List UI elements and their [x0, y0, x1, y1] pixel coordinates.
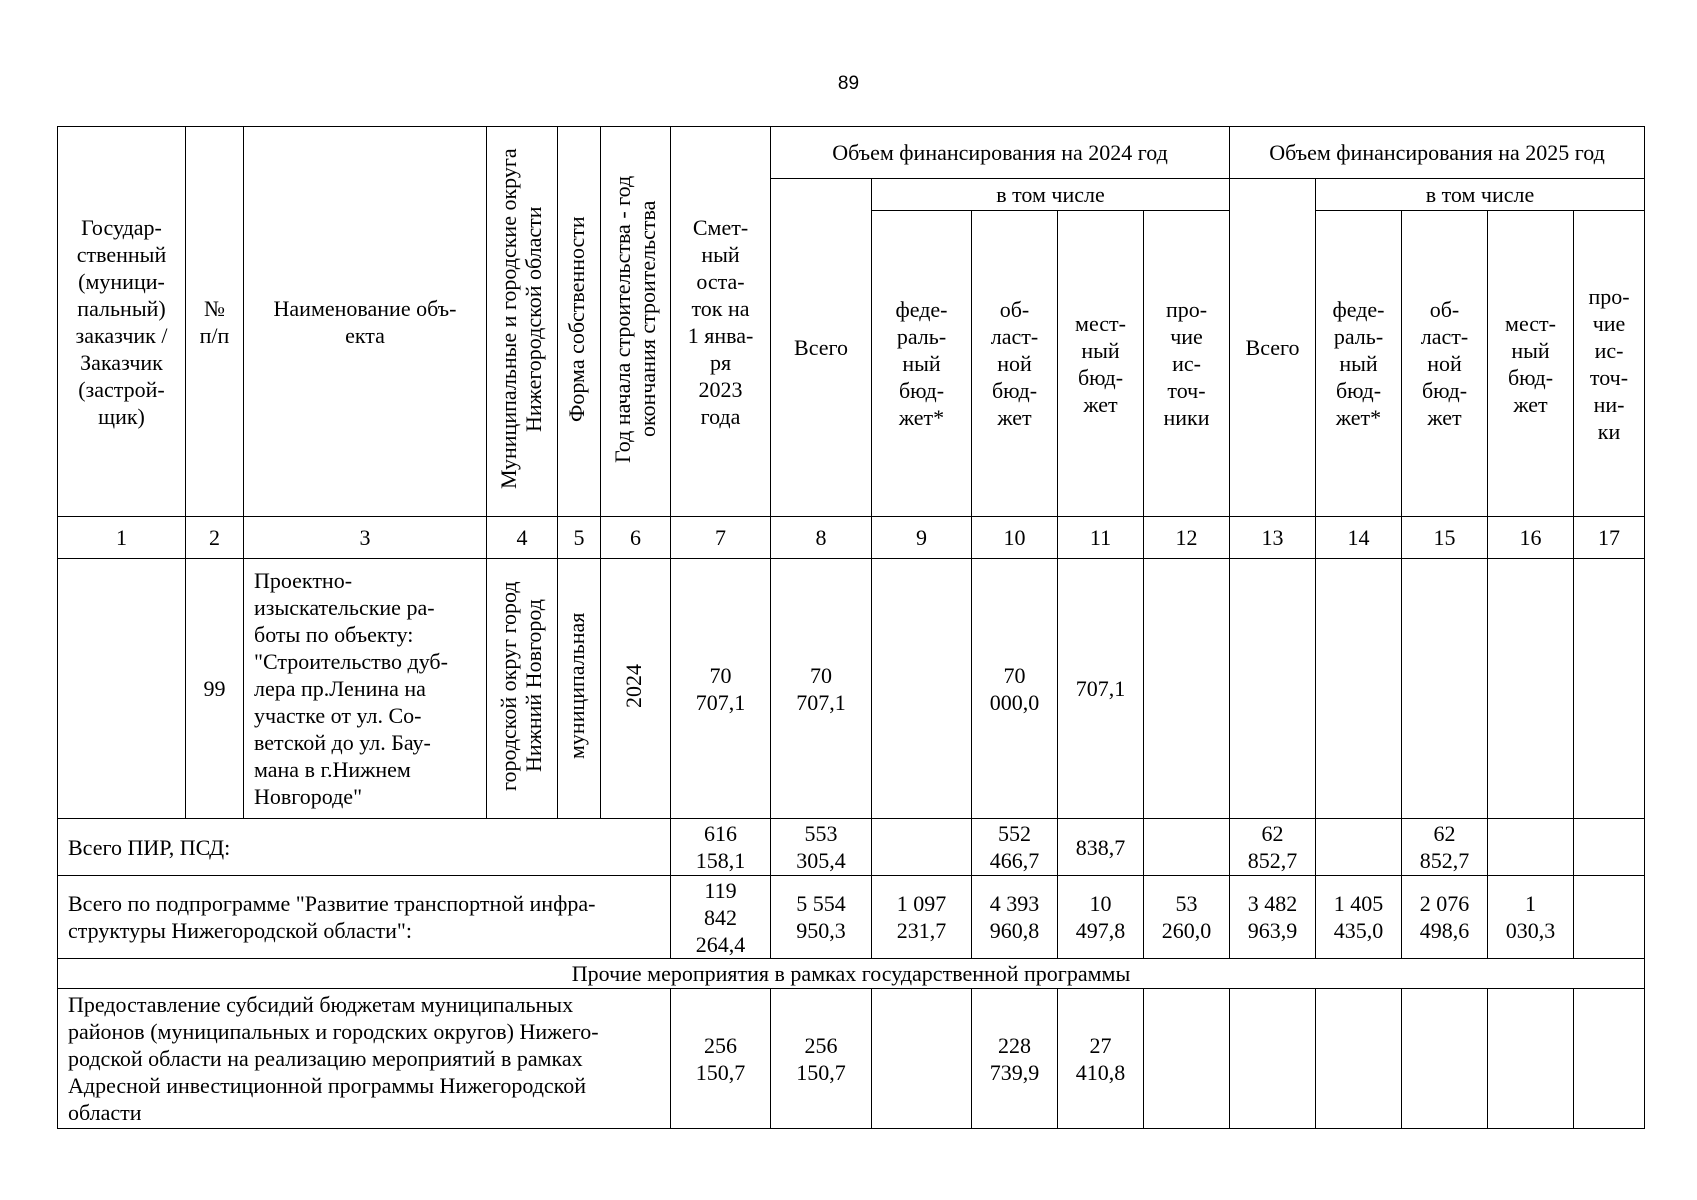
column-number: 13	[1230, 517, 1316, 559]
header-number: № п/п	[186, 127, 244, 517]
column-number: 17	[1574, 517, 1645, 559]
column-number: 7	[671, 517, 771, 559]
header-mest-2024: мест- ный бюд- жет	[1058, 211, 1144, 517]
row99-ownership-text: муниципальная	[564, 612, 589, 759]
header-years-text: Год начала строительства - год окончания строительства	[609, 174, 660, 463]
row99-fed-2025	[1316, 559, 1402, 819]
row99-number: 99	[186, 559, 244, 819]
table-row	[58, 819, 1645, 876]
column-number: 11	[1058, 517, 1144, 559]
table-row	[58, 876, 1645, 959]
subsidy-obl-2024: 228 739,9	[972, 989, 1058, 1129]
row99-fed-2024	[872, 559, 972, 819]
subsidy-proch-2024	[1144, 989, 1230, 1129]
total-sub-fed-2025: 1 405 435,0	[1316, 876, 1402, 959]
subsidy-total-2025	[1230, 989, 1316, 1129]
header-incl-2024: в том числе	[872, 179, 1230, 211]
header-object-name: Наименование объ- екта	[244, 127, 487, 517]
column-number: 5	[558, 517, 601, 559]
subsidy-total-2024: 256 150,7	[771, 989, 872, 1129]
header-okrug	[487, 127, 558, 517]
subsidy-mest-2025	[1488, 989, 1574, 1129]
header-ownership	[558, 127, 601, 517]
section-row	[58, 959, 1645, 989]
total-pir-obl-2025: 62 852,7	[1402, 819, 1488, 876]
row99-total-2024: 70 707,1	[771, 559, 872, 819]
header-total-2024: Всего	[771, 179, 872, 517]
column-number: 14	[1316, 517, 1402, 559]
total-pir-proch-2024	[1144, 819, 1230, 876]
column-number: 16	[1488, 517, 1574, 559]
total-pir-obl-2024: 552 466,7	[972, 819, 1058, 876]
total-sub-mest-2024: 10 497,8	[1058, 876, 1144, 959]
header-obl-2024: об- ласт- ной бюд- жет	[972, 211, 1058, 517]
row99-ownership	[558, 559, 601, 819]
total-pir-proch-2025	[1574, 819, 1645, 876]
total-sub-proch-2024: 53 260,0	[1144, 876, 1230, 959]
row99-customer	[58, 559, 186, 819]
row99-total-2025	[1230, 559, 1316, 819]
column-number: 4	[487, 517, 558, 559]
row99-obl-2024: 70 000,0	[972, 559, 1058, 819]
row99-year	[601, 559, 671, 819]
row99-object-name: Проектно- изыскательские ра- боты по объекту: "Строительство дуб- лера пр.Ленина на участке от ул. Со- ветской до ул. Бау- мана в г.Нижнем Новгороде"	[244, 559, 487, 819]
column-number: 6	[601, 517, 671, 559]
total-sub-proch-2025	[1574, 876, 1645, 959]
column-number: 3	[244, 517, 487, 559]
column-number: 2	[186, 517, 244, 559]
header-estimate: Смет- ный оста- ток на 1 янва- ря 2023 года	[671, 127, 771, 517]
table-row	[58, 989, 1645, 1129]
subsidy-mest-2024: 27 410,8	[1058, 989, 1144, 1129]
header-fed-2025: феде- раль- ный бюд- жет*	[1316, 211, 1402, 517]
header-group-2024: Объем финансирования на 2024 год	[771, 127, 1230, 179]
total-pir-estimate: 616 158,1	[671, 819, 771, 876]
total-pir-total-2025: 62 852,7	[1230, 819, 1316, 876]
header-customer: Государ- ственный (муници- пальный) заказчик / Заказчик (застрой- щик)	[58, 127, 186, 517]
column-number: 1	[58, 517, 186, 559]
total-sub-label: Всего по подпрограмме "Развитие транспортной инфра- структуры Нижегородской области":	[58, 876, 671, 959]
subsidy-label: Предоставление субсидий бюджетам муниципальных районов (муниципальных и городских округов) Нижего- родской области на реализацию мероприятий в рамках Адресной инвестиционной программы Нижегородской области	[58, 989, 671, 1129]
column-number: 10	[972, 517, 1058, 559]
total-pir-mest-2025	[1488, 819, 1574, 876]
total-sub-obl-2025: 2 076 498,6	[1402, 876, 1488, 959]
header-years	[601, 127, 671, 517]
header-proch-2024: про- чие ис- точ- ники	[1144, 211, 1230, 517]
header-proch-2025: про- чие ис- точ- ни- ки	[1574, 211, 1645, 517]
total-pir-label: Всего ПИР, ПСД:	[58, 819, 671, 876]
column-numbers-row	[58, 517, 1645, 559]
column-number: 12	[1144, 517, 1230, 559]
total-pir-total-2024: 553 305,4	[771, 819, 872, 876]
header-mest-2025: мест- ный бюд- жет	[1488, 211, 1574, 517]
row99-proch-2024	[1144, 559, 1230, 819]
header-obl-2025: об- ласт- ной бюд- жет	[1402, 211, 1488, 517]
header-okrug-text: Муниципальные и городские округа Нижегородской области	[496, 148, 546, 489]
table-row	[58, 559, 1645, 819]
header-fed-2024: феде- раль- ный бюд- жет*	[872, 211, 972, 517]
total-sub-total-2025: 3 482 963,9	[1230, 876, 1316, 959]
row99-year-text: 2024	[620, 663, 646, 708]
total-sub-mest-2025: 1 030,3	[1488, 876, 1574, 959]
subsidy-estimate: 256 150,7	[671, 989, 771, 1129]
subsidy-fed-2025	[1316, 989, 1402, 1129]
page-number: 89	[837, 73, 860, 94]
row99-mest-2024: 707,1	[1058, 559, 1144, 819]
header-group-2025: Объем финансирования на 2025 год	[1230, 127, 1645, 179]
row99-obl-2025	[1402, 559, 1488, 819]
row99-okrug-text: городской округ город Нижний Новгород	[496, 580, 546, 791]
total-sub-estimate: 119 842 264,4	[671, 876, 771, 959]
financing-table	[57, 126, 1645, 1129]
total-pir-fed-2025	[1316, 819, 1402, 876]
subsidy-obl-2025	[1402, 989, 1488, 1129]
header-ownership-text: Форма собственности	[564, 215, 589, 422]
total-pir-mest-2024: 838,7	[1058, 819, 1144, 876]
subsidy-proch-2025	[1574, 989, 1645, 1129]
row99-estimate: 70 707,1	[671, 559, 771, 819]
section-title: Прочие мероприятия в рамках государственной программы	[58, 959, 1645, 989]
row99-okrug	[487, 559, 558, 819]
column-number: 9	[872, 517, 972, 559]
total-sub-obl-2024: 4 393 960,8	[972, 876, 1058, 959]
column-number: 15	[1402, 517, 1488, 559]
column-number: 8	[771, 517, 872, 559]
subsidy-fed-2024	[872, 989, 972, 1129]
row99-proch-2025	[1574, 559, 1645, 819]
total-sub-total-2024: 5 554 950,3	[771, 876, 872, 959]
header-incl-2025: в том числе	[1316, 179, 1645, 211]
total-pir-fed-2024	[872, 819, 972, 876]
total-sub-fed-2024: 1 097 231,7	[872, 876, 972, 959]
header-total-2025: Всего	[1230, 179, 1316, 517]
row99-mest-2025	[1488, 559, 1574, 819]
